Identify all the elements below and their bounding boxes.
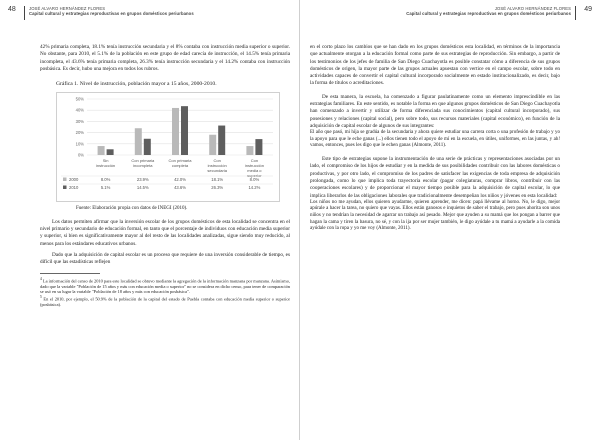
category-label: Con primaria bbox=[168, 158, 192, 164]
footnote-1-text: La información del censo de 2010 para este localidad se obtuvo mediante la agregación de la información manzana por manzana. Asimismo, dado que la variable "Población de 15 años y más con educación media o superior" no se considera en dicho censo, para tener de comparación se usó en su lugar la variable "Población de 18 años y más con educación posbásica". bbox=[40, 278, 290, 295]
education-level-chart bbox=[56, 92, 280, 202]
data-label-2000-2: 42.0% bbox=[174, 177, 186, 183]
bar-2000-2 bbox=[172, 108, 179, 155]
data-label-2000-3: 18.1% bbox=[211, 177, 224, 183]
category-label: Con primaria bbox=[131, 158, 155, 164]
right-header-title: Capital cultural y estrategias reproductivas en grupos domésticos periurbanos bbox=[406, 11, 571, 17]
left-paragraph-3: Dado que la adquisición de capital escolar es un proceso que requiere de una inversión considerable de tiempo, es difícil que las estadísticas reflejen bbox=[40, 251, 290, 266]
chart-source: Fuente: Elaboración propia con datos de INEGI (2010). bbox=[76, 206, 188, 212]
right-page bbox=[300, 0, 600, 440]
data-label-2010-3: 26.3% bbox=[211, 185, 224, 191]
y-tick-label: 10% bbox=[75, 141, 84, 147]
right-page-body bbox=[310, 44, 560, 233]
block-quote-2: Los niños no me ayudan, ellos quieren ayudarme, quieren aprender, me dicen: papá llévame al horno. No, le digo, mejor apúrale a hacer la tarea, no quiero que vayas. Ellos están ganosos e inquietos de saber el trabajo, pero pues ahorita son unos niños y no tendrían la necesidad de agarrar un trabajo así pesado. Mejor que ayuden a su mamá que los pongan a barrer que hagan la cama y tiren la basura, no sé, y con la ija por ser mujer también, le digo ayúdale a tu mamá a ayudarle a la comida ayúdale con la ropa y yo me voy (Almonte, 2011). bbox=[310, 199, 560, 232]
category-label: Con bbox=[250, 158, 259, 164]
footnote-1: $^4$ La información del censo de 2010 para este localidad se obtuvo mediante la agregación de la información manzana por manzana. Asimismo, dado que la variable "Población de 15 años y más con educación media o superior" no se considera en dicho censo, para tener de comparación se usó en su lugar la variable "Población de 18 años y más con educación posbásica". bbox=[40, 276, 290, 295]
legend-swatch-2010 bbox=[63, 186, 67, 190]
bar-2010-2 bbox=[181, 107, 188, 156]
category-label: superior bbox=[247, 173, 262, 179]
legend-label-2000: 2000 bbox=[69, 177, 79, 183]
header-divider bbox=[575, 6, 576, 20]
left-page-body bbox=[40, 44, 290, 307]
right-header-author: JOSÉ ALVARO HERNÁNDEZ FLORES bbox=[494, 6, 571, 11]
data-label-2000-1: 23.9% bbox=[136, 177, 149, 183]
block-quote-1: El año que pasó, mi hija se gradúa de la secundaria y ahora quiere estudiar una carrera corta o una profesión de trabajo y yo la apoyo para que le eche ganas (...) ellos tienen todo el apoyo de mí en la escuela, en útiles, uniformes, en las juntas, y ah! vamos, entonces, pues les digo que le echen ganas (Almonte, 2011). bbox=[310, 130, 560, 149]
data-label-2000-0: 8.0% bbox=[100, 177, 111, 183]
category-label: incompleta bbox=[133, 163, 153, 169]
header-divider bbox=[24, 6, 25, 20]
right-paragraph-3: Este tipo de estrategias supone la instrumentación de una serie de prácticas y representaciones asociadas por un lado, el compromiso de los hijos de estudiar y en la medida de sus posibilidades contribuir con las labores domésticas o productivas, y por otro lado, el compromiso de los padres de satisfacer las exigencias de toda empresa de adquisición prolongada, como lo que implica toda trayectoria escolar (pagar colegiaturas, comprar libros, contribuir con las cooperaciones escolares) y de proporcionar el mayor tiempo posible para la adquisición de capital escolar, lo que implica liberarlos de las obligaciones laborales que tradicionalmente desempeñan los niños y jóvenes en esta localidad: bbox=[310, 156, 560, 199]
data-label-2010-2: 43.6% bbox=[174, 185, 186, 191]
right-paragraph-2: De esta manera, la escuela, ha comenzado a figurar paulatinamente como un elemento imprescindible en las estrategias familiares. En este sentido, es notable la forma en que algunos grupos domésticos de San Diego Cuachayotla han comenzado a invertir y utilizar de forma diferenciada sus conocimientos (capital cultural incorporado), sus posesiones y relaciones (capital social), pero sobre todo, sus recursos materiales (capital económico), en función de la adquisición de capital escolar de algunos de sus integrantes: bbox=[310, 93, 560, 129]
bar-2010-4 bbox=[255, 140, 262, 156]
footnote-2-text: En el 2010, por ejemplo, el 50.9% de la población de la capital del estado de Puebla contaba con educación media superior o superior (posbásica). bbox=[40, 296, 290, 307]
data-label-2010-4: 14.2% bbox=[248, 185, 261, 191]
category-label: media o bbox=[247, 168, 262, 174]
left-page-header bbox=[8, 6, 291, 24]
category-label: instrucción bbox=[244, 163, 264, 169]
left-page-number: 48 bbox=[8, 6, 16, 13]
y-tick-label: 50% bbox=[75, 96, 84, 102]
bar-2000-4 bbox=[246, 147, 253, 156]
y-tick-label: 30% bbox=[75, 119, 84, 125]
category-label: completa bbox=[171, 163, 189, 169]
bar-2000-1 bbox=[135, 129, 142, 156]
bar-2000-0 bbox=[98, 147, 105, 156]
category-label: Con bbox=[213, 158, 221, 164]
left-paragraph-2: Los datos permiten afirmar que la inversión escolar de los grupos domésticos de esta localidad se concentra en el nivel primario y secundario de educación formal, en tanto que el porcentaje de individuos con educación media superior y superior, si bien es significativamente mayor al del resto de las localidades analizadas, sigue siendo muy reducido, al menos para los estándares educativos urbanos. bbox=[40, 218, 290, 247]
y-tick-label: 40% bbox=[75, 108, 84, 114]
left-running-header bbox=[29, 6, 194, 17]
legend-swatch-2000 bbox=[63, 178, 67, 182]
right-page-header bbox=[308, 6, 592, 24]
data-label-2010-0: 5.1% bbox=[100, 185, 111, 191]
bar-2010-0 bbox=[107, 150, 114, 156]
y-tick-label: 0% bbox=[77, 152, 84, 158]
category-label: instrucción bbox=[207, 163, 227, 169]
right-paragraph-1: en el corto plazo los cambios que se han dado en los grupos domésticos esta localidad, en términos de la importancia que actualmente otorgan a la educación formal como parte de sus estrategias de reproducción. Sin embargo, a partir de los testimonios de los jefes de familia de San Diego Cuachayotla es posible constatar cómo a diferencia de sus grupos domésticos de origen, la mayor parte de las grupos actuales apuestan con vertice en el campo escolar, sobre todo en actividades capaces de convertir el capital cultural incorporado socialmente en estado institucionalizado, es decir, bajo la forma de títulos o acreditaciones. bbox=[310, 44, 560, 87]
category-label: secundaria bbox=[207, 168, 227, 174]
footnote-rule bbox=[40, 273, 100, 274]
bar-2000-3 bbox=[209, 135, 216, 155]
left-header-author: JOSÉ ALVARO HERNÁNDEZ FLORES bbox=[29, 6, 106, 11]
category-label: Sin bbox=[102, 158, 109, 164]
left-header-title: Capital cultural y estrategias reproductivas en grupos domésticos periurbanos bbox=[29, 11, 194, 17]
category-label: instrucción bbox=[96, 163, 116, 169]
data-label-2010-1: 14.5% bbox=[136, 185, 149, 191]
right-running-header bbox=[406, 6, 571, 17]
left-paragraph-1: 42% primaria completa, 18.1% tenía instrucción secundaria y el 8% contaba con instrucción media superior o superior. No obstante, para 2010, el 5.1% de la población en este grupo de edad carecía de instrucción, el 14.5% tenía primaria incompleta, el 43.6% tenía primaria completa, 26.3% tenía instrucción secundaria y el 14.2% contaba con instrucción posbásica. Es decir, hubo una mejora en todos los rubros. bbox=[40, 44, 290, 72]
bar-2010-3 bbox=[218, 126, 225, 155]
chart-caption: Gráfica 1. Nivel de instrucción, población mayor a 15 años, 2000-2010. bbox=[56, 81, 217, 88]
y-tick-label: 20% bbox=[75, 130, 84, 136]
chart-svg bbox=[57, 93, 279, 201]
data-label-2000-4: 8.0% bbox=[249, 177, 260, 183]
right-page-number: 49 bbox=[584, 6, 592, 13]
bar-2010-1 bbox=[144, 139, 151, 155]
legend-label-2010: 2010 bbox=[69, 185, 79, 191]
footnote-2: $^5$ En el 2010, por ejemplo, el 50.9% de la población de la capital del estado de Puebla contaba con educación media superior o superior (posbásica). bbox=[40, 294, 290, 307]
